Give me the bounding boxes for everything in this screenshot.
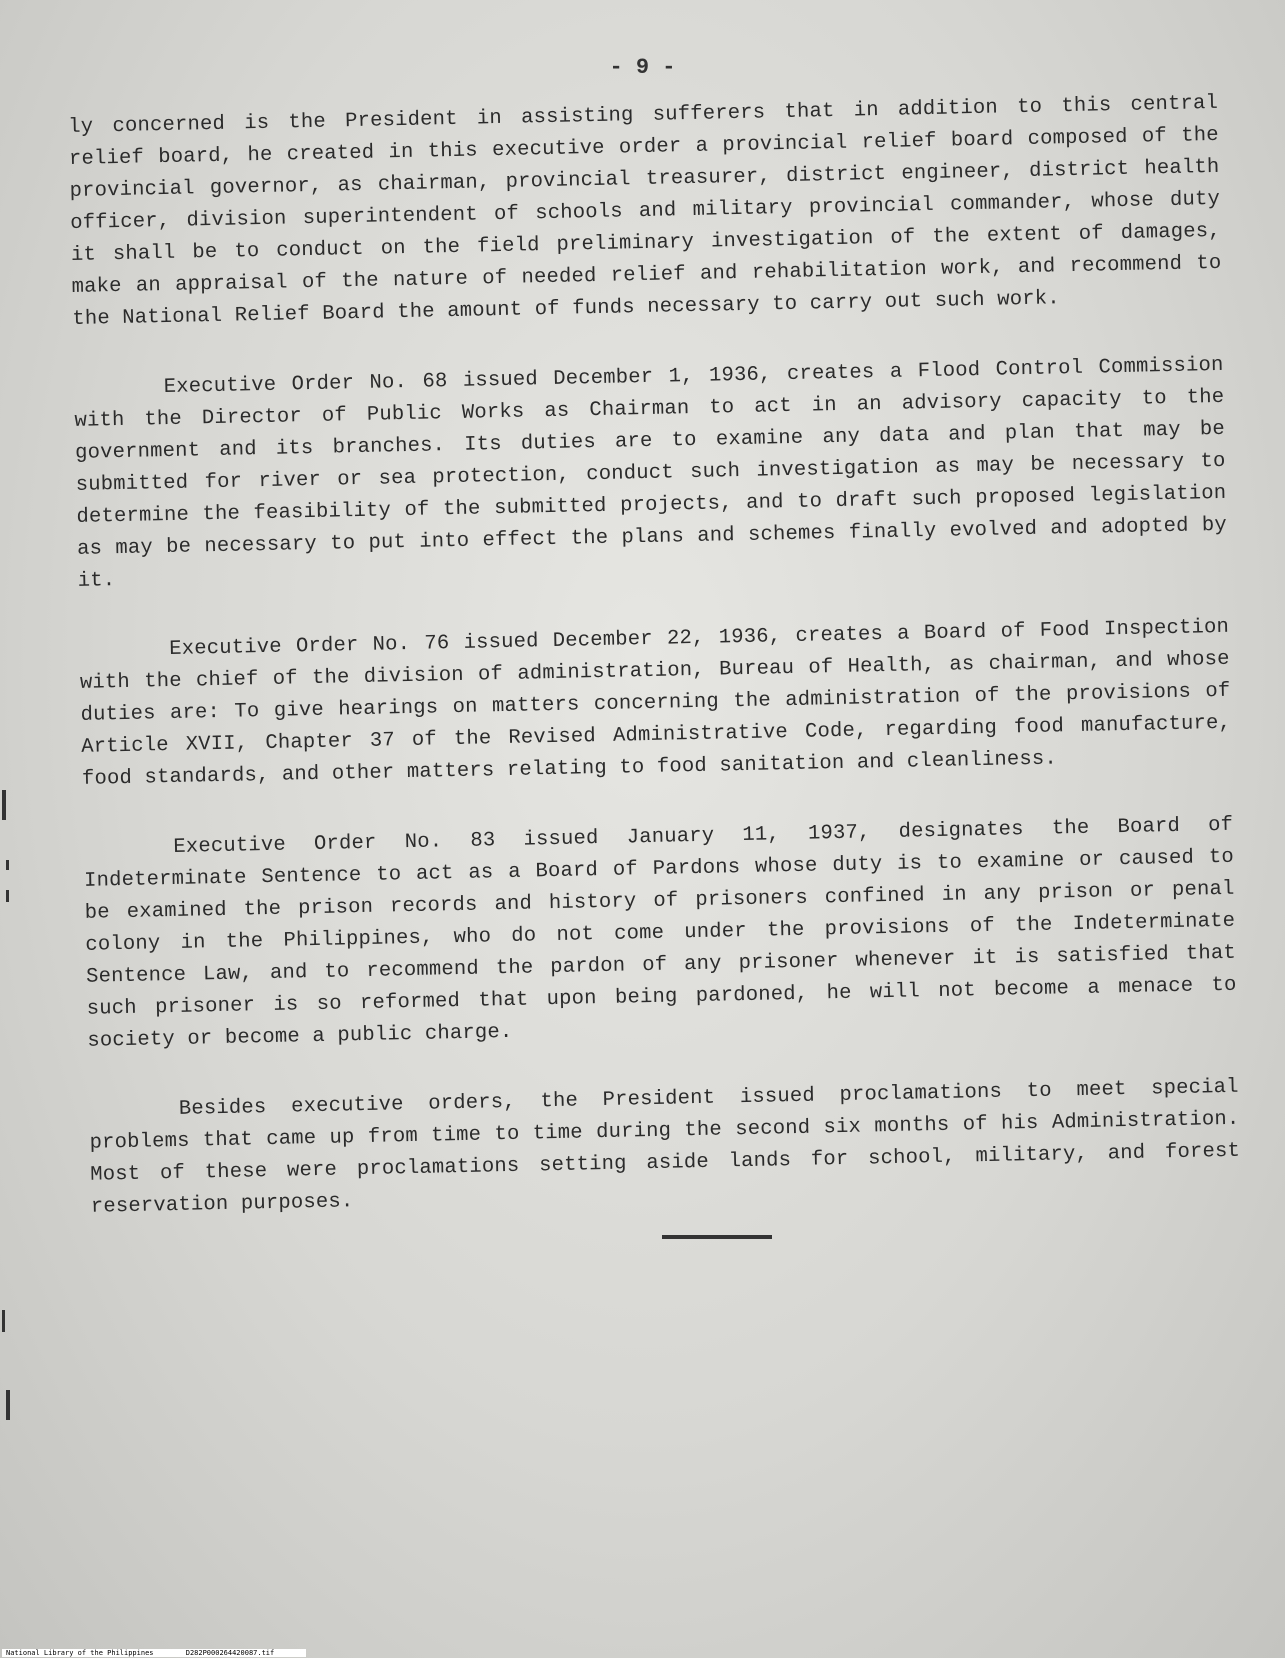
margin-mark [6, 1390, 10, 1420]
margin-mark [6, 890, 9, 902]
margin-mark [2, 1310, 5, 1332]
paragraph-eo-68: Executive Order No. 68 issued December 1, 1936, creates a Flood Control Commission with the Director of Public Works as Chairman to act in an advisory capacity to the government and its branches. Its duties are to examine any data and plan that may be submitted for river or sea protection, conduct such investigation as may be necessary to determine the feasibility of the submitted projects, and to draft such proposed legislation as may be necessary to put into effect the plans and schemes finally evolved and adopted by it. [74, 353, 1228, 593]
paragraph-eo-76: Executive Order No. 76 issued December 22, 1936, creates a Board of Food Inspection with the chief of the division of administration, Bureau of Health, as chairman, and whose duties are: To give hearings on matters concerning the administration of the provisions of Article XVII, Chapter 37 of the Revised Administrative Code, regarding food manufacture, food standards, and other matters relating to food sanitation and cleanliness. [79, 615, 1232, 791]
margin-mark [6, 860, 9, 870]
body-text [68, 88, 1242, 1262]
footer-library: National Library of the Philippines [6, 1649, 154, 1657]
paragraph-relief-board: ly concerned is the President in assisting sufferers that in addition to this central relief board, he created in this executive order a provincial relief board composed of the provincial governor, as chairman, provincial treasurer, district engineer, district health officer, division superintendent of schools and military provincial commander, whose duty it shall be to conduct on the field preliminary investigation of the extent of damages, make an appraisal of the nature of needed relief and rehabilitation work, and recommend to the National Relief Board the amount of funds necessary to carry out such work. [68, 91, 1222, 331]
end-dash [662, 1235, 772, 1239]
footer-file: D282P000264420087.tif [185, 1649, 275, 1657]
paragraph-proclamations: Besides executive orders, the President issued proclamations to meet special problems that came up from time to time during the second six months of his Administration. Most of these were proclamations setting aside lands for school, military, and forest reservation purposes. [89, 1075, 1241, 1219]
paragraph-eo-83: Executive Order No. 83 issued January 11, 1937, designates the Board of Indeterminate Sentence to act as a Board of Pardons whose duty is to examine or caused to be examined the prison records and history of prisoners confined in any prison or penal colony in the Philippines, who do not come under the provisions of the Indeterminate Sentence Law, and to recommend the pardon of any prisoner whenever it is satisfied that such prisoner is so reformed that upon being pardoned, he will not become a menace to society or become a public charge. [83, 813, 1237, 1053]
scan-footer [2, 1649, 306, 1657]
margin-mark [2, 790, 6, 820]
page-number: - 9 - [609, 55, 676, 80]
